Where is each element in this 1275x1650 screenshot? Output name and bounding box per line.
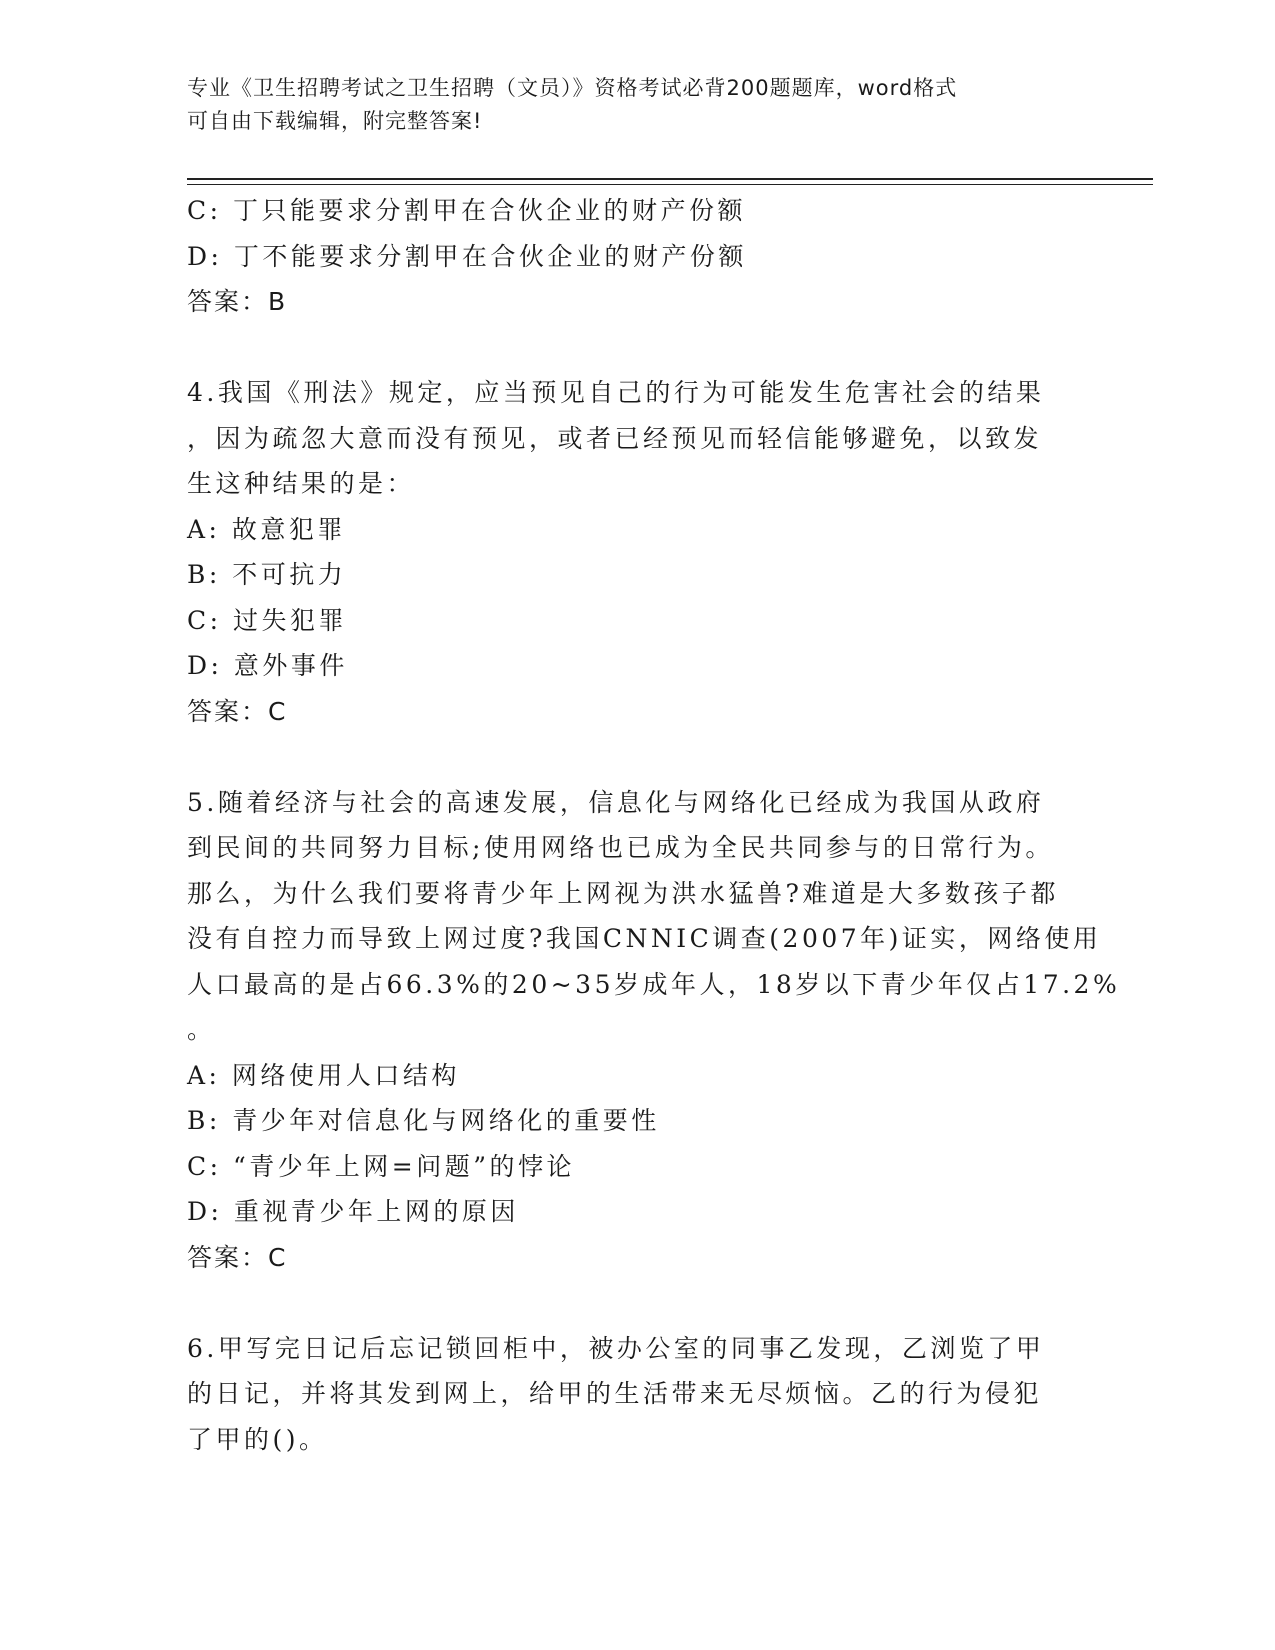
question-4 <box>187 370 1087 734</box>
question-text-line: 的日记，并将其发到网上，给甲的生活带来无尽烦恼。乙的行为侵犯 <box>187 1379 1043 1408</box>
question-text-line: 了甲的()。 <box>187 1424 328 1454</box>
question-text-line: 生这种结果的是： <box>187 469 416 498</box>
question-text-line: 人口最高的是占66.3%的20~35岁成年人，18岁以下青少年仅占17.2% <box>187 969 1121 999</box>
option-d: D: 重视青少年上网的原因 <box>187 1197 519 1226</box>
option-c: C: 丁只能要求分割甲在合伙企业的财产份额 <box>187 196 746 225</box>
option-c: C: 过失犯罪 <box>187 605 347 635</box>
header-title-line-2: 可自由下载编辑，附完整答案! <box>187 109 483 133</box>
header-divider <box>187 178 1153 180</box>
question-text-line: 没有自控力而导致上网过度?我国CNNIC调查(2007年)证实，网络使用 <box>187 924 1102 953</box>
question-text-line: 那么，为什么我们要将青少年上网视为洪水猛兽?难道是大多数孩子都 <box>187 878 1059 908</box>
option-b: B: 不可抗力 <box>187 560 347 589</box>
question-3-continued <box>187 188 1087 325</box>
document-body <box>187 188 1121 1462</box>
question-5 <box>187 780 1121 1281</box>
option-c: C: “青少年上网=问题”的悖论 <box>187 1151 576 1181</box>
answer: 答案：C <box>187 696 288 726</box>
question-text-line: 5.随着经济与社会的高速发展，信息化与网络化已经成为我国从政府 <box>187 787 1045 817</box>
option-a: A: 故意犯罪 <box>187 514 346 544</box>
question-text-line: ，因为疏忽大意而没有预见，或者已经预见而轻信能够避免，以致发 <box>187 423 1043 453</box>
header-divider-thin <box>187 184 1153 185</box>
option-a: A: 网络使用人口结构 <box>187 1060 460 1090</box>
answer: 答案：B <box>187 287 288 316</box>
option-d: D: 意外事件 <box>187 651 348 680</box>
answer: 答案：C <box>187 1242 288 1272</box>
header-title-line-1: 专业《卫生招聘考试之卫生招聘（文员）》资格考试必背200题题库，word格式 <box>187 76 958 100</box>
question-6 <box>187 1326 1087 1463</box>
question-text-line: 。 <box>187 1015 216 1044</box>
page-header <box>187 72 1067 138</box>
option-b: B: 青少年对信息化与网络化的重要性 <box>187 1106 660 1135</box>
question-text-line: 6.甲写完日记后忘记锁回柜中，被办公室的同事乙发现，乙浏览了甲 <box>187 1333 1045 1363</box>
option-d: D: 丁不能要求分割甲在合伙企业的财产份额 <box>187 241 747 271</box>
question-text-line: 到民间的共同努力目标;使用网络也已成为全民共同参与的日常行为。 <box>187 833 1054 862</box>
question-text-line: 4.我国《刑法》规定，应当预见自己的行为可能发生危害社会的结果 <box>187 378 1045 407</box>
